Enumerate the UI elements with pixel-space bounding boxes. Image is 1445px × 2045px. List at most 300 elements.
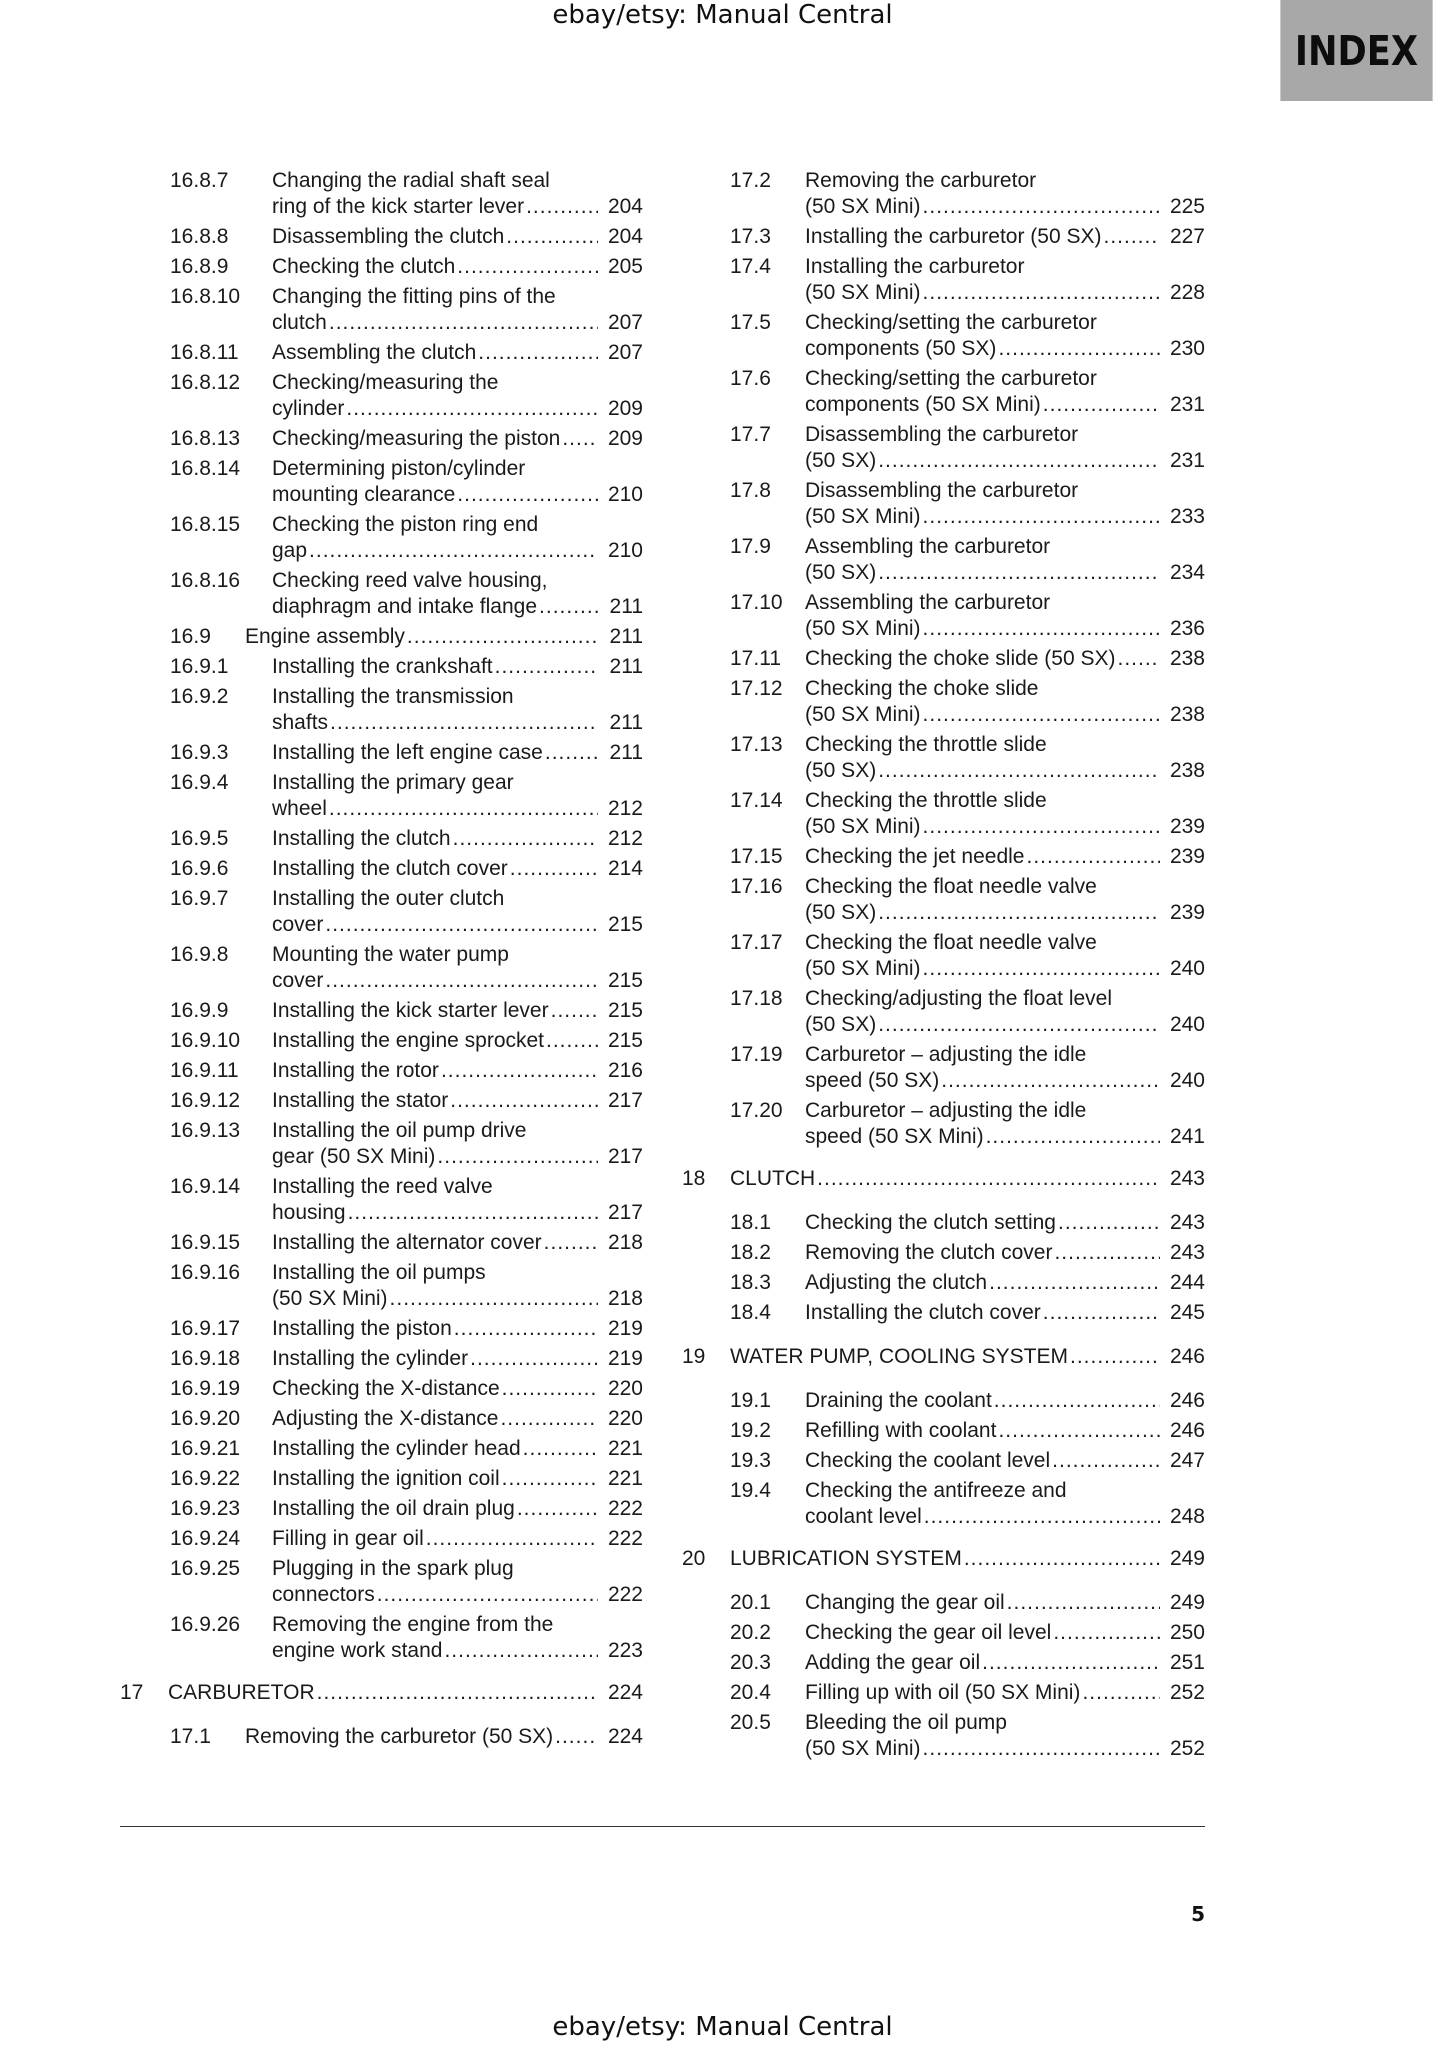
toc-entry-number: 18 [682, 1167, 706, 1190]
toc-entry-number: 17.18 [730, 987, 783, 1010]
dot-leader [876, 758, 1160, 784]
toc-entry-title: Checking the float needle valve [805, 931, 1097, 954]
toc-entry [0, 1166, 1445, 1192]
toc-entry-page: 246 [1169, 1419, 1205, 1442]
toc-entry-title: housing ..... [272, 1200, 598, 1226]
toc-entry-page: 217 [607, 1089, 643, 1112]
toc-entry-number: 16.9.16 [170, 1261, 241, 1284]
toc-entry-title: clutch ..... [272, 310, 598, 336]
toc-entry-page: 211 [609, 655, 643, 678]
toc-entry-number: 16.9.13 [170, 1119, 241, 1142]
toc-entry-page: 238 [1169, 703, 1205, 726]
toc-entry-title: cylinder ..... [272, 396, 598, 422]
toc-entry-page: 248 [1169, 1505, 1205, 1528]
toc-entry-number: 16.8.16 [170, 569, 241, 592]
toc-entry-title: Checking the jet needle ..... [805, 844, 1160, 870]
toc-entry-page: 219 [607, 1317, 643, 1340]
toc-entry-number: 16.8.15 [170, 513, 241, 536]
toc-entry-page: 222 [607, 1527, 643, 1550]
toc-entry-page: 225 [1169, 195, 1205, 218]
toc-entry-title: (50 SX) ..... [805, 758, 1160, 784]
section-tab-index: INDEX [1280, 0, 1432, 101]
watermark-top: ebay/etsy: Manual Central [552, 0, 893, 30]
toc-entry-title: Bleeding the oil pump [805, 1711, 1007, 1734]
toc-entry-number: 18.2 [730, 1241, 771, 1264]
toc-entry-page: 207 [607, 311, 643, 334]
toc-entry-title: Checking the coolant level ..... [805, 1448, 1160, 1474]
toc-entry-page: 209 [607, 397, 643, 420]
toc-entry-page: 218 [607, 1287, 643, 1310]
toc-entry-title: Installing the reed valve [272, 1175, 493, 1198]
toc-entry-number: 17.2 [730, 169, 771, 192]
toc-entry-number: 17.10 [730, 591, 783, 614]
toc-entry [0, 224, 1445, 250]
toc-entry-title: Installing the clutch cover ..... [272, 856, 598, 882]
toc-entry-page: 205 [607, 255, 643, 278]
toc-entry [0, 254, 1445, 306]
toc-entry-title: (50 SX Mini) ..... [805, 194, 1160, 220]
toc-entry-number: 16.9.22 [170, 1467, 241, 1490]
toc-entry-title: (50 SX) ..... [805, 560, 1160, 586]
toc-entry-number: 16.8.8 [170, 225, 229, 248]
toc-entry [0, 676, 1445, 728]
toc-entry-title: Mounting the water pump [272, 943, 509, 966]
toc-entry [0, 1650, 1445, 1676]
toc-entry [0, 930, 1445, 982]
toc-entry-title: Checking the clutch setting ..... [805, 1210, 1160, 1236]
toc-entry [0, 1418, 1445, 1444]
toc-entry-number: 17.9 [730, 535, 771, 558]
toc-entry-number: 16.8.11 [170, 341, 239, 364]
toc-entry-title: Checking the throttle slide [805, 733, 1047, 756]
toc-entry-page: 231 [1169, 449, 1205, 472]
toc-entry-title: (50 SX) ..... [805, 900, 1160, 926]
dot-leader [939, 1068, 1160, 1094]
toc-entry [0, 168, 1445, 220]
toc-entry-page: 204 [607, 195, 643, 218]
toc-entry-number: 16.9.23 [170, 1497, 241, 1520]
toc-entry-title: (50 SX Mini) ..... [805, 702, 1160, 728]
toc-entry-page: 240 [1169, 957, 1205, 980]
toc-entry-number: 16.9.1 [170, 655, 229, 678]
toc-entry-title: (50 SX Mini) ..... [805, 956, 1160, 982]
toc-entry [0, 590, 1445, 642]
toc-entry-page: 240 [1169, 1069, 1205, 1092]
toc-entry-title: Refilling with coolant ..... [805, 1418, 1160, 1444]
toc-entry-number: 17.3 [730, 225, 771, 248]
toc-entry-page: 239 [1169, 901, 1205, 924]
dot-leader [876, 560, 1160, 586]
toc-entry-title: Filling up with oil (50 SX Mini) ..... [805, 1680, 1160, 1706]
toc-entry-number: 16.9.3 [170, 741, 229, 764]
toc-entry-number: 19.3 [730, 1449, 771, 1472]
toc-entry-title: Removing the engine from the [272, 1613, 554, 1636]
toc-entry-number: 16.9.21 [170, 1437, 241, 1460]
toc-entry-title: Installing the oil drain plug ..... [272, 1496, 598, 1522]
toc-entry-page: 250 [1169, 1621, 1205, 1644]
toc-entry-title: Installing the clutch cover ..... [805, 1300, 1160, 1326]
toc-entry-number: 17.4 [730, 255, 771, 278]
toc-entry-title: WATER PUMP, COOLING SYSTEM ..... [730, 1344, 1160, 1370]
toc-entry-number: 17 [120, 1681, 144, 1704]
toc-entry-title: Installing the piston ..... [272, 1316, 598, 1342]
toc-entry-number: 20.2 [730, 1621, 771, 1644]
toc-entry-number: 17.13 [730, 733, 783, 756]
toc-entry-number: 16.9.18 [170, 1347, 241, 1370]
toc-entry-title: Carburetor – adjusting the idle [805, 1043, 1087, 1066]
toc-entry-title: Installing the outer clutch [272, 887, 505, 910]
toc-entry-page: 207 [607, 341, 643, 364]
dot-leader [921, 280, 1160, 306]
toc-entry-number: 17.11 [730, 647, 781, 670]
toc-entry-title: Installing the oil pump drive [272, 1119, 527, 1142]
toc-entry-title: Installing the clutch ..... [272, 826, 598, 852]
toc-entry-title: Installing the cylinder head ..... [272, 1436, 598, 1462]
toc-entry-page: 221 [607, 1467, 643, 1490]
toc-entry-page: 249 [1169, 1591, 1205, 1614]
watermark-bottom: ebay/etsy: Manual Central [552, 2012, 893, 2042]
toc-entry [0, 422, 1445, 474]
toc-entry-page: 246 [1169, 1389, 1205, 1412]
toc-entry-title: Installing the transmission [272, 685, 514, 708]
toc-entry-title: Installing the kick starter lever ..... [272, 998, 598, 1024]
toc-entry-title: Installing the oil pumps [272, 1261, 486, 1284]
toc-entry-number: 16.9.25 [170, 1557, 241, 1580]
toc-entry-page: 224 [607, 1681, 643, 1704]
toc-entry-title: speed (50 SX Mini) ..... [805, 1124, 1160, 1150]
toc-entry-number: 19 [682, 1345, 706, 1368]
toc-entry-title: Checking the choke slide (50 SX) ..... [805, 646, 1160, 672]
toc-entry-number: 17.19 [730, 1043, 783, 1066]
toc-entry-page: 252 [1169, 1737, 1205, 1760]
toc-entry [0, 1210, 1445, 1236]
toc-entry-page: 220 [607, 1407, 643, 1430]
toc-entry-title: Installing the primary gear [272, 771, 514, 794]
toc-entry-title: Removing the carburetor [805, 169, 1037, 192]
dot-leader [1068, 1344, 1160, 1370]
toc-entry-title: Checking the float needle valve [805, 875, 1097, 898]
toc-entry-title: LUBRICATION SYSTEM ..... [730, 1546, 1160, 1572]
toc-entry-number: 16.9.11 [170, 1059, 239, 1082]
dot-leader [815, 1166, 1160, 1192]
toc-entry-title: Installing the rotor ..... [272, 1058, 598, 1084]
toc-entry-title: cover ..... [272, 912, 598, 938]
toc-entry-title: Plugging in the spark plug [272, 1557, 514, 1580]
toc-entry-number: 16.9.9 [170, 999, 229, 1022]
toc-entry-page: 219 [607, 1347, 643, 1370]
toc-entry-title: Installing the carburetor [805, 255, 1025, 278]
toc-entry-page: 211 [609, 595, 643, 618]
toc-entry-title: Assembling the carburetor [805, 591, 1051, 614]
toc-entry-page: 215 [607, 1029, 643, 1052]
toc-entry-title: (50 SX Mini) ..... [805, 280, 1160, 306]
toc-entry-page: 222 [607, 1583, 643, 1606]
toc-entry-number: 16.9.17 [170, 1317, 241, 1340]
toc-entry-title: Installing the left engine case ..... [272, 740, 598, 766]
toc-entry [0, 874, 1445, 926]
dot-leader [1101, 224, 1160, 250]
toc-entry-title: Checking/measuring the [272, 371, 499, 394]
dot-leader [922, 1504, 1160, 1530]
toc-entry-title: Adjusting the X-distance ..... [272, 1406, 598, 1432]
dot-leader [921, 702, 1160, 728]
toc-entry-page: 211 [609, 741, 643, 764]
toc-entry-title: Carburetor – adjusting the idle [805, 1099, 1087, 1122]
toc-entry-number: 17.12 [730, 677, 783, 700]
toc-entry-title: Checking the gear oil level ..... [805, 1620, 1160, 1646]
toc-entry [0, 646, 1445, 672]
toc-entry-title: Checking the choke slide [805, 677, 1039, 700]
toc-entry-number: 16.8.7 [170, 169, 229, 192]
toc-entry-number: 16.9.20 [170, 1407, 241, 1430]
toc-entry-title: Checking/setting the carburetor [805, 367, 1097, 390]
toc-entry-title: components (50 SX) ..... [805, 336, 1160, 362]
toc-entry-title: gap ..... [272, 538, 598, 564]
toc-entry [0, 732, 1445, 784]
toc-entry-number: 19.4 [730, 1479, 771, 1502]
dot-leader [992, 1388, 1160, 1414]
toc-entry-page: 209 [607, 427, 643, 450]
toc-entry-number: 16.9.15 [170, 1231, 241, 1254]
toc-entry-page: 217 [607, 1145, 643, 1168]
toc-entry-page: 228 [1169, 281, 1205, 304]
toc-entry-page: 252 [1169, 1681, 1205, 1704]
toc-entry-page: 223 [607, 1639, 643, 1662]
toc-entry-title: diaphragm and intake flange ..... [272, 594, 598, 620]
toc-entry [0, 788, 1445, 840]
toc-entry [0, 366, 1445, 418]
toc-entry-number: 19.1 [730, 1389, 771, 1412]
toc-entry [0, 844, 1445, 870]
dot-leader [1116, 646, 1161, 672]
toc-entry-title: Adding the gear oil ..... [805, 1650, 1160, 1676]
dot-leader [1052, 1240, 1160, 1266]
toc-entry-number: 17.1 [170, 1725, 211, 1748]
toc-entry-number: 16.9.10 [170, 1029, 241, 1052]
toc-entry-page: 204 [607, 225, 643, 248]
toc-entry-title: mounting clearance ..... [272, 482, 598, 508]
dot-leader [876, 1012, 1160, 1038]
toc-entry-title: Installing the engine sprocket ..... [272, 1028, 598, 1054]
toc-entry-number: 16.8.12 [170, 371, 241, 394]
toc-entry-number: 19.2 [730, 1419, 771, 1442]
toc-entry-number: 17.16 [730, 875, 783, 898]
toc-entry-title: Changing the gear oil ..... [805, 1590, 1160, 1616]
toc-entry [0, 1042, 1445, 1094]
toc-entry-page: 243 [1169, 1211, 1205, 1234]
dot-leader [987, 1270, 1160, 1296]
dot-leader [1041, 392, 1160, 418]
toc-entry-title: Changing the fitting pins of the [272, 285, 556, 308]
toc-entry-page: 224 [607, 1725, 643, 1748]
toc-entry-number: 18.1 [730, 1211, 771, 1234]
toc-entry-title: Assembling the carburetor [805, 535, 1051, 558]
dot-leader [1050, 1448, 1160, 1474]
toc-entry [0, 1344, 1445, 1370]
toc-entry-page: 216 [607, 1059, 643, 1082]
toc-entry [0, 1620, 1445, 1646]
toc-entry [0, 1240, 1445, 1266]
dot-leader [1041, 1300, 1160, 1326]
toc-entry-title: Checking the X-distance ..... [272, 1376, 598, 1402]
toc-entry-title: (50 SX Mini) ..... [272, 1286, 598, 1312]
toc-entry-title: Determining piston/cylinder [272, 457, 526, 480]
toc-entry [0, 310, 1445, 362]
dot-leader [1080, 1680, 1160, 1706]
toc-entry-title: Checking the piston ring end [272, 513, 539, 536]
toc-entry-number: 17.7 [730, 423, 771, 446]
toc-entry-page: 234 [1169, 561, 1205, 584]
toc-entry-title: CARBURETOR ..... [168, 1680, 598, 1706]
toc-entry-number: 20.5 [730, 1711, 771, 1734]
toc-entry-number: 16.9.5 [170, 827, 229, 850]
toc-entry-title: Assembling the clutch ..... [272, 340, 598, 366]
toc-entry-title: coolant level ..... [805, 1504, 1160, 1530]
toc-entry [0, 1270, 1445, 1296]
toc-entry-title: Installing the ignition coil ..... [272, 1466, 598, 1492]
toc-entry-title: components (50 SX Mini) ..... [805, 392, 1160, 418]
dot-leader [921, 814, 1160, 840]
toc-entry-title: Adjusting the clutch ..... [805, 1270, 1160, 1296]
toc-entry-title: ring of the kick starter lever ..... [272, 194, 598, 220]
toc-entry-title: Removing the clutch cover ..... [805, 1240, 1160, 1266]
toc-entry-page: 241 [1169, 1125, 1205, 1148]
dot-leader [980, 1650, 1160, 1676]
toc-entry-title: Checking the throttle slide [805, 789, 1047, 812]
toc-entry [0, 1710, 1445, 1762]
toc-entry-number: 16.9.7 [170, 887, 229, 910]
dot-leader [996, 336, 1160, 362]
toc-entry-page: 247 [1169, 1449, 1205, 1472]
toc-entry-page: 236 [1169, 617, 1205, 640]
toc-entry-page: 251 [1169, 1651, 1205, 1674]
toc-entry-page: 249 [1169, 1547, 1205, 1570]
toc-entry-title: Disassembling the carburetor [805, 479, 1079, 502]
toc-entry-page: 239 [1169, 815, 1205, 838]
toc-entry-page: 245 [1169, 1301, 1205, 1324]
toc-entry-number: 20.1 [730, 1591, 771, 1614]
toc-entry-title: cover ..... [272, 968, 598, 994]
toc-entry-title: Draining the coolant ..... [805, 1388, 1160, 1414]
toc-entry-number: 16.9.26 [170, 1613, 241, 1636]
toc-entry-number: 16.9.4 [170, 771, 229, 794]
toc-entry-number: 16.9.24 [170, 1527, 241, 1550]
toc-entry [0, 1388, 1445, 1414]
toc-entry-title: (50 SX Mini) ..... [805, 616, 1160, 642]
toc-entry-page: 227 [1169, 225, 1205, 248]
dot-leader [962, 1546, 1160, 1572]
toc-entry-number: 16.9.12 [170, 1089, 241, 1112]
toc-entry-number: 16.8.13 [170, 427, 241, 450]
toc-entry-title: Checking/adjusting the float level [805, 987, 1113, 1010]
toc-entry [0, 478, 1445, 530]
dot-leader [921, 194, 1160, 220]
toc-entry-page: 214 [607, 857, 643, 880]
toc-entry-title: CLUTCH ..... [730, 1166, 1160, 1192]
toc-entry-title: Checking the clutch ..... [272, 254, 598, 280]
dot-leader [996, 1418, 1160, 1444]
dot-leader [921, 956, 1160, 982]
toc-entry-title: Installing the cylinder ..... [272, 1346, 598, 1372]
toc-entry-number: 17.14 [730, 789, 783, 812]
toc-entry-number: 20.3 [730, 1651, 771, 1674]
toc-entry [0, 1098, 1445, 1150]
toc-entry-number: 16.8.14 [170, 457, 241, 480]
dot-leader [876, 900, 1160, 926]
toc-entry-page: 215 [607, 999, 643, 1022]
toc-entry-title: Installing the carburetor (50 SX) ..... [805, 224, 1160, 250]
toc-entry-number: 16.9 [170, 625, 211, 648]
toc-entry-number: 18.4 [730, 1301, 771, 1324]
toc-entry-page: 215 [607, 969, 643, 992]
dot-leader [921, 616, 1160, 642]
toc-entry-page: 218 [607, 1231, 643, 1254]
toc-entry-title: (50 SX Mini) ..... [805, 504, 1160, 530]
toc-entry-title: Disassembling the clutch ..... [272, 224, 598, 250]
toc-entry-page: 240 [1169, 1013, 1205, 1036]
toc-entry [0, 1478, 1445, 1530]
dot-leader [1051, 1620, 1160, 1646]
toc-entry [0, 1680, 1445, 1706]
toc-entry-page: 243 [1169, 1167, 1205, 1190]
toc-entry-number: 17.6 [730, 367, 771, 390]
toc-entry-page: 238 [1169, 759, 1205, 782]
toc-entry-title: speed (50 SX) ..... [805, 1068, 1160, 1094]
toc-entry-title: Installing the stator ..... [272, 1088, 598, 1114]
dot-leader [984, 1124, 1160, 1150]
toc-entry-title: Changing the radial shaft seal [272, 169, 550, 192]
toc-entry-title: connectors ..... [272, 1582, 598, 1608]
toc-entry-page: 220 [607, 1377, 643, 1400]
toc-entry-page: 221 [607, 1437, 643, 1460]
toc-entry-title: Installing the alternator cover ..... [272, 1230, 598, 1256]
toc-entry-number: 16.8.9 [170, 255, 229, 278]
toc-entry-title: (50 SX Mini) ..... [805, 814, 1160, 840]
toc-entry-page: 238 [1169, 647, 1205, 670]
toc-entry-page: 243 [1169, 1241, 1205, 1264]
toc-entry-number: 17.15 [730, 845, 783, 868]
toc-entry-page: 230 [1169, 337, 1205, 360]
toc-entry-page: 217 [607, 1201, 643, 1224]
toc-entry-page: 210 [607, 483, 643, 506]
toc-entry-page: 215 [607, 913, 643, 936]
page-number: 5 [1191, 1902, 1205, 1926]
toc-entry-title: Checking reed valve housing, [272, 569, 548, 592]
dot-leader [921, 504, 1160, 530]
toc-entry-title: Checking/measuring the piston ..... [272, 426, 598, 452]
toc-entry-number: 20.4 [730, 1681, 771, 1704]
toc-entry-page: 233 [1169, 505, 1205, 528]
toc-entry-title: Removing the carburetor (50 SX) ..... [245, 1724, 598, 1750]
toc-entry-title: engine work stand ..... [272, 1638, 598, 1664]
toc-entry [0, 1546, 1445, 1572]
toc-entry-page: 231 [1169, 393, 1205, 416]
toc-entry-number: 16.8.10 [170, 285, 241, 308]
toc-entry [0, 534, 1445, 586]
toc-entry-title: gear (50 SX Mini) ..... [272, 1144, 598, 1170]
dot-leader [1025, 844, 1161, 870]
toc-entry [0, 986, 1445, 1038]
toc-entry-title: (50 SX) ..... [805, 1012, 1160, 1038]
dot-leader [1005, 1590, 1160, 1616]
toc-entry-number: 16.9.19 [170, 1377, 241, 1400]
toc-entry-page: 211 [609, 625, 643, 648]
toc-entry-title: (50 SX) ..... [805, 448, 1160, 474]
toc-entry-page: 244 [1169, 1271, 1205, 1294]
toc-entry-title: Filling in gear oil ..... [272, 1526, 598, 1552]
dot-leader [921, 1736, 1160, 1762]
toc-entry-title: wheel ..... [272, 796, 598, 822]
